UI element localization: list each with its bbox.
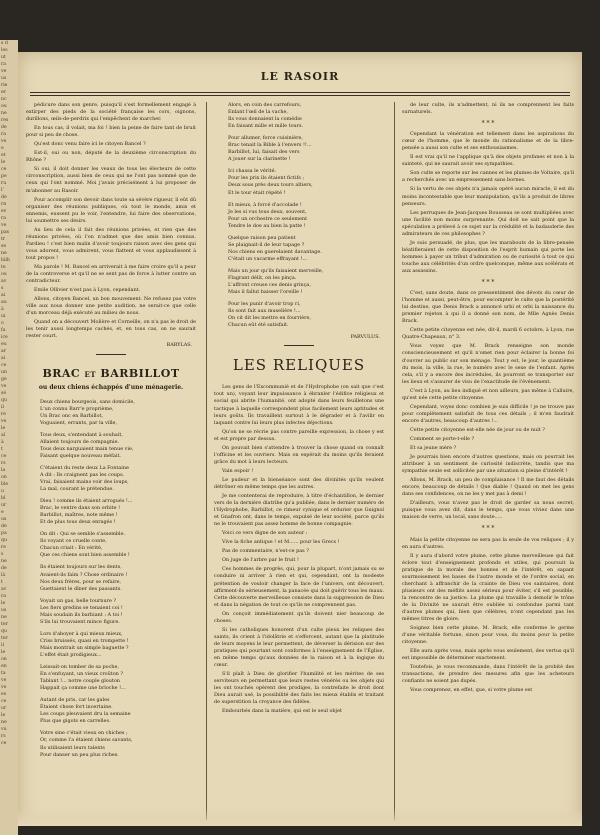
edge-fragment: vu [1,727,7,732]
edge-fragment: à [1,440,4,445]
edge-fragment: il [1,405,4,410]
verse-line: C'était un vacarme effrayant !... [228,255,308,262]
verse-line: Pour un orchestre ce seulement [228,215,308,222]
verse-line: Tous deux narguaient main tenue vie, [40,445,134,452]
column-1 [26,102,196,822]
edge-fragment: pa [1,531,7,536]
edge-fragment: ce [1,167,7,172]
verse-line: Et le tour était répété ! [228,189,286,196]
paragraph: Je pourrais bien encore d'autres questions, mais on pourrait les attribuer à un sentiment de curiosité indiscrète, tandis que ma sympathie seule est sollicitée par une situation si pleine d'intérêt ! [402,454,574,475]
verse-line: Deux sous près deux tours altiers, [228,182,313,189]
article-continuation [402,102,574,116]
verse-line: Allaient toujours de compagnie. [40,438,120,445]
verse-line: A dit : Ils craignent pas les coups. [40,471,125,478]
verse-line: Dieu ! comme ils étaient arrogués !... [40,498,133,505]
edge-fragment: sé [1,391,7,396]
edge-fragment: rn [1,202,7,207]
edge-fragment: ter [1,622,8,627]
verse-line: Brac tenait la Bible à l'envers !!... [228,142,312,149]
paragraph: Ma parole ! M. Bancel en arriverait à me faire croire qu'il a peur de la controverse et qu'il ne se sent pas de force à lutter contre un contradicteur. [26,263,196,285]
edge-fragment: les [1,48,8,53]
paragraph: Cependant, voyez donc combien je suis difficile ! je ne trouve pas pour complètement satisfait de tous ces détails ; il m'en faudrait encore d'autres, beaucoup d'autres !... [402,403,574,424]
header-rule [30,92,570,93]
stanza [214,102,384,130]
edge-fragment: ve [1,139,7,144]
verse-line: Pour danser un peu plus riches. [40,751,119,758]
paragraph: de leur culte, ils n'admettent, ni ils ne comprennent les faits surnaturels. [402,102,574,116]
edge-fragment: le [1,601,6,606]
stanza [26,498,196,526]
edge-fragment: là [1,573,6,578]
edge-fragment: res [1,118,9,123]
edge-fragment: et [1,153,6,158]
verse-line: Faisant quelque nouveau méfait. [40,452,121,459]
edge-fragment: à [1,307,4,312]
edge-fragment: re [1,545,6,550]
paragraph: D'ailleurs, vous n'avez pas le droit de garder sa nous secret, puisque vous avez dit, dans le temps, que vous viviez dans une maison de verre, un local, sans doute..... [402,500,574,521]
edge-fragment: le [1,650,6,655]
edge-fragment: qu [1,398,7,403]
paragraph: Vive la fiche antique ! et M...... pour les Grecs ! [222,539,340,546]
paragraph: C'est, sans doute, dans ce pressentiment des dévots du cœur de l'homme et aussi, peut-être, pour escompter le culte que la postérité lui destine, que Denis Brack a annoncé urbi et orbi la naissance du premier rejeton à qui il a donné son nom, de Mlle Agnès Denis Brack. [402,290,574,325]
edge-fragment: ui [1,314,6,319]
paragraph: Si oui, il doit donner les veaux de tous les électeurs de cette circonscription, aussi bien de ceux qui ne l'ont pas nommé que de ceux qui l'ont nommé. Moi j'avais précisément à lui proposer de m'abonner au Rasoir. [26,166,196,194]
paragraph: Qu'on ne se récrie pas contre pareille expression, la chose y est et est propre par dessus. [214,428,384,442]
verse-line: Nos chiens en guerelaient davantage. [228,248,322,255]
paragraph: Les gens de l'Excommunié et de l'Hydrophobe (on sait que c'est tout un), voyant leur impuissance à ébranler l'édifice religieux et social qui abrite l'humanité, ont adopté dans leurs feuilletons une tactique à laquelle correspondent plus facilement leurs aptitudes et leurs goûts. Ils travaillent surtout à le dégrader et à l'avilir en laquant contre lui leurs plus infectes déjections. [214,384,384,426]
masthead-title: LE RASOIR [260,70,340,83]
verse-line: Ils utilisaient leurs talents [40,744,105,751]
paragraph: Quand on a découvert Molière et Corneille, on n'a pas le droit de les tenir aussi longtemps cachés, et, en tous cas, on ne saurait rester court. [26,319,196,340]
verse-line: Voyait un gas, belle tournure ? [40,597,117,604]
edge-fragment: ut [1,55,6,60]
edge-fragment: rie [1,83,8,88]
poem-title-barbillot: BARBILLOT [100,366,180,380]
poem-stanzas-continued [214,102,384,329]
paragraph: Pour accomplir son devoir dans toute sa sévère rigueur, il eût dû organiser des réunions publiques, où tout le monde, amis et ennemis, eussent pu le voir, l'entendre, lui faire des observations, lui soumettre ses désirs. [26,196,196,224]
edge-fragment: u [1,489,4,494]
edge-fragment: ce [1,363,7,368]
verse-line: Flagrant délit, on les pinça. [228,274,297,281]
stanza [214,168,384,196]
edge-fragment: ne [1,720,7,725]
edge-fragment: pas [1,230,10,235]
edge-fragment: us [1,517,7,522]
verse-line: Criss bruissés, quasi en trompette ! [40,637,129,644]
edge-fragment: il [1,643,4,648]
paragraph: En tous cas, il volait, ma foi ! bien la peine de faire tant de bruit pour si peu de chose. [26,125,196,139]
edge-fragment: ce [1,741,7,746]
verse-line: Chacun criait : En vérité, [40,545,103,552]
verse-line: Et de plus tous deux enragés ! [40,519,116,526]
verse-line: Leissait-on tomber de sa poche, [40,664,119,671]
verse-line: Voguaient, errants, par la ville, [40,419,118,426]
edge-fragment: s ri [1,41,9,46]
edge-fragment: ai [1,293,6,298]
paragraph: Qu'est donc venu faire ici le citoyen Bancel ? [34,141,146,148]
verse-line: En s'enfuyant, un vieux croûton ? [40,671,123,678]
signature-parvulus: PARVULUS. [350,334,380,341]
edge-fragment: ter [1,636,8,641]
article-section [402,537,574,695]
verse-line: Les fiers gredins se tenaient coi ! [40,604,123,611]
stanza [214,202,384,230]
edge-fragment: ice [1,335,8,340]
column-3 [402,102,574,822]
edge-fragment: bilh [1,258,10,263]
edge-fragment: e [1,510,4,515]
paragraph: Mais la petite citoyenne ne sera pas la seule de vos reliques ; il y en aura d'autres. [402,536,574,550]
article-section [402,290,574,521]
poem-stanzas [26,399,196,759]
paragraph: Le pudeur et la bienséance sont des divinités qu'ils veulent détrôner en même temps que les autres. [214,476,384,490]
edge-fragment: al [1,433,6,438]
edge-fragment: ur [1,503,7,508]
paragraph: On conçoit immédiatement qu'ils doivent nier beaucoup de choses. [214,610,384,624]
verse-line: Ici chassa le vérité. [228,168,277,175]
verse-line: On cit dit les mettre en fourrière, [228,315,311,322]
edge-fragment: nc [1,97,7,102]
verse-line: Avaient-ils faim ? Chose ordinaire ! [40,571,128,578]
edge-fragment: ra [1,62,6,67]
edge-fragment: ur [1,706,7,711]
edge-fragment: ce [1,699,7,704]
paragraph: Cette petite citoyenne est née, dit-il, mardi 6 octobre, à Lyon, rue Quatre-Chapeaux, n° 3. [402,327,574,341]
edge-fragment: de [1,195,7,200]
paragraph: Est-il, oui ou non, député de la deuxième circonscription du Rhône ? [26,150,196,164]
verse-line: Ils vous donnaient la comédie [228,116,302,123]
edge-fragment: ev [1,209,7,214]
verse-line: Alors, en coin des carrefours, [228,102,302,108]
verse-line: Ils sont fait aux muselière !... [228,308,301,315]
edge-fragment: us [1,76,7,81]
paragraph: Allons, citoyen Bancel, un bon mouvement. Ne refusez pas votre ville aux nous donner une petite audition, ne serait-ce que celle d'un morceau déjà exécuté au milieu de nous. [26,296,196,317]
paragraph: Emile Ollivier n'est pas à Lyon, cependant. [34,287,141,294]
paragraph: Cette petite citoyenne est-elle née de jour ou de nuit ? [410,426,545,433]
edge-fragment: ge [1,377,7,382]
verse-line: C'étaient du reste deux La Fontaine [40,464,129,471]
paragraph: Si les catholiques honorent d'un culte pieux les reliques des saints, ils crient à l'idolâtrie et s'efforcent, autant que la platitude de leurs moyens le leur permettent, de déverser la dérision sur des pratiques qui pourtant sont conformes à l'enseignement de l'Église, en même temps qu'aux données de la raison et à la logique du cœur. [214,626,384,669]
edge-fragment: l' [1,188,4,193]
edge-fragment: ra [1,594,6,599]
edge-fragment: le [1,426,6,431]
edge-fragment: eu [1,342,7,347]
edge-fragment: o [1,321,4,326]
verse-line: Mais un jour qu'ils faisaient merveille, [228,267,324,274]
edge-fragment: ble [1,482,9,487]
poem-subtitle: ou deux chiens échappés d'une ménagerie. [38,383,184,391]
verse-line: Barbillot, lui, faisait des vers [228,149,300,156]
edge-fragment: on [1,475,7,480]
verse-line: L'effet était prodigieux... [40,652,102,658]
verse-line: Mais il fallut baisser l'oreille ! [228,289,303,296]
adjacent-page-edge [0,40,18,835]
verse-line: Votre sine c'était vieux en chiches ; [40,730,128,737]
paragraph: On pouvait bien s'attendre à trouver la chose quand on connaît l'officine et les ouvriers. Mais on espérait du moins qu'ils feraient grâce du mot à leurs lecteurs. [214,444,384,465]
paragraph: Comment se porte-t-elle ? [410,435,475,442]
verse-line: Nos deux frères, pour se refaire, [40,578,122,585]
article-les-reliques [214,384,384,715]
edge-fragment: on [1,657,7,662]
edge-fragment: te [1,265,6,270]
edge-fragment: us [1,608,7,613]
stanza [26,432,196,460]
paragraph: Voici ce vers digne de son auteur : [222,530,308,537]
paragraph: Embourbés dans la matière, qui est le seul objet [222,708,342,715]
edge-fragment: de [1,566,7,571]
paragraph: Son culte se reporte sur les cannes et les plumes de Voltaire, qu'il a recherchés avec un empressement sans bornes. [402,170,574,184]
stanza [26,564,196,592]
edge-fragment: t [1,447,3,452]
poem-title-et: ET [84,369,97,379]
edge-fragment: ne [1,111,7,116]
edge-fragment: fa [1,328,6,333]
verse-line: Se plaignait-il de leur tapage ? [228,241,305,248]
verse-line: A jouer sur la clarinette ! [228,156,291,163]
paragraph: Au lieu de cela il fait des réunions privées, et rien que des réunions privées, où l'on n'admet que des amis bien connus. Pardieu ! c'est bien malin d'avoir toujours raison avec des gens qui vous adorent, vous admirent, vous flattent et vous applaudissent à tout propos ! [26,226,196,261]
paragraph: Ces hommes de progrès, qui, pour la plupart, n'ont jamais su se conduire ni arriver à rien et qui, cependant, ont la modeste prétention de vouloir changer la face de l'univers, ont découvert, affirment-ils sérieusement, la panacée qui doit guérir tous les maux. Cette découverte merveilleuse consiste dans la suppression de Dieu et dans la négation de tout ce qu'ils ne comprennent pas. [214,566,384,608]
verse-line: L'affront creuse ces denis grinça, [228,282,311,289]
verse-line: Pour les prix ils étaient fictifs ; [228,175,305,182]
edge-fragment: rs [1,461,6,466]
verse-line: Que ces chiens sont bien assemble ! [40,552,130,559]
signature-barylas: BARYLAS. [166,342,192,349]
stanza [26,598,196,626]
edge-fragment: un [1,370,7,375]
edge-fragment: se [1,244,7,249]
edge-fragment: av [1,279,7,284]
verse-line: On dit : Qui se semble s'assemble. [40,531,126,538]
newspaper-page [18,52,582,826]
edge-fragment: de [1,524,7,529]
edge-fragment: pe [1,174,7,179]
paragraph: Vous comprenez, en effet, que, si votre plume est [410,687,533,694]
separator [96,354,126,355]
edge-fragment: ar [1,349,6,354]
edge-fragment: rs [1,734,6,739]
header-rule-double [30,95,570,96]
verse-line: Ils voyant ce cruelle conte, [40,538,107,545]
paragraph: On juge de l'arbre par le fruit ! [222,557,299,564]
paragraph: Je me contenterai de reproduire, à titre d'échantillon, le dernier vers de la dernière diatribe qu'a publiée, dans le dernier numéro de l'Hydrophobe, Barbillot, ce rimeur cynique et ordurier que Guignol et Gnafron ont, dans le temps, expulsé de leur société, parce qu'ils ne le trouvaient pas assez homme de bonne compagnie. [214,493,384,528]
stanza [26,531,196,559]
edge-fragment: t [1,580,3,585]
stanza [214,268,384,296]
poem-title [26,367,196,382]
stanza [214,301,384,329]
edge-fragment: de [1,125,7,130]
edge-fragment: ru [1,181,7,186]
paragraph: Pas de commentaire, n'est-ce pas ? [222,548,309,555]
paragraph: Soignez bien cette plume, M. Brack, elle conferme le germe d'une véritable fortune, sinon pour vous, du moins pour la petite citoyenne. [402,625,574,646]
edge-fragment: la [1,468,6,473]
verse-line: Plus que gigots en carrelles. [40,718,111,725]
article-title-les-reliques: LES RELIQUES [232,356,366,375]
section-break-stars: * * * [481,279,495,287]
page-bottom-shade [18,808,582,826]
edge-fragment: qu [1,538,7,543]
verse-line: Autant de pris, car les gales [40,697,110,704]
paragraph: S'il plaît à Dieu de glorifier l'humilité et les mérites de ses serviteurs en permettant que leurs restes vénérés ou les objets qui les ont touchés opèrent des prodiges, la contrefaite le droit dont Dieu aurait usé, la possibilité des faits les mieux établis et traitant de superstition la croyance des fidèles. [214,671,384,706]
edge-fragment: ve [1,69,7,74]
edge-fragment: en [1,664,7,669]
paragraph: Toutefois, je vous recommande, dans l'intérêt de la probité des transactions, de prendre des mesures afin que les acheteurs confiants ne soient pas dupés. [402,664,574,685]
verse-line: Happait ça comme une brioche !... [40,685,126,692]
edge-fragment: ne [1,251,7,256]
stanza [214,235,384,263]
paragraph: pédicure dans son genre, puisqu'il s'est formellement engagé à extirper des pieds de la société française les cors, oignons, durillons, œils-de-perdrix qui l'empêchent de marcher. [26,102,196,123]
edge-fragment: re [1,412,6,417]
edge-fragment: s [1,286,4,291]
paragraph: Cependant la vénération est tellement dans les aspirations du cœur de l'homme, que le monde du rationalisme et de la libre-pensée a aussi son culte et ses enthousiasmes. [402,131,574,152]
paragraph: Et sa jeune mère ? [410,445,457,452]
stanza [26,664,196,692]
verse-line: Pour allumer, force cuisinière, [228,135,303,142]
verse-line: Un Brac onc en Barbillot, [40,412,104,419]
stanza [26,730,196,758]
edge-fragment: qu [1,629,7,634]
edge-fragment: av [1,587,7,592]
paragraph: C'est à Lyon, au lieu indiqué et non ailleurs, pas même à Calluire, qu'est née cette petite citoyenne. [402,387,574,401]
article-section [402,131,574,275]
paragraph: Si la vertu de ces objets n'a jamais opéré aucun miracle, il est du moins incontestable que leur manipulation, qu'ils a produit de libres penseurs. [402,186,574,207]
verse-line: Barbillot, maîtres, note même ! [40,512,118,519]
edge-fragment: ou [1,272,7,277]
paragraph: Les perruques de Jean-Jacques Rousseau se sont multipliées avec une facilité non moins surprenante. Qui doit ne sait point que la spéculation a prélevé à ce sujet sur la crédulité et la badauderie des admirateurs de ces philosophes ? [402,209,574,237]
stanza [26,399,196,427]
verse-line: Vrai, faisaient mains voir des loups, [40,479,129,486]
verse-line: L'un connu Barr'e proprième, [40,405,114,412]
section-break-stars: * * * [481,525,495,533]
verse-line: En faisant mille et mille tours. [228,123,304,130]
edge-fragment: ai [1,356,6,361]
verse-line: Lors d'aboyer à qui mieux mieux, [40,630,123,637]
paragraph: Vain espoir ! [222,467,254,474]
article-continuation [26,102,196,340]
verse-line: Deux chiens bourgeois, sans domicile, [40,398,135,405]
edge-fragment: ra [1,132,6,137]
edge-fragment: le [1,713,6,718]
edge-fragment: tr [1,237,6,242]
edge-fragment: bl [1,496,6,501]
edge-fragment: er [1,90,6,95]
verse-line: Étaient chose fort incertaine. [40,704,113,711]
verse-line: Brac, le ventre dans son orbite ! [40,505,121,512]
paragraph: Il y aura d'abord votre plume, cette plume merveilleuse qui fait éclore tout d'enseignement profonds et utiles, qui poursuit la pratique de la morale des bonnes et de l'intérêt, en sapant sourmoisement les bases de l'autre monde et de l'ordre social, en cherchant à affranchir de la crainte de Dieu vos saintaires, dont plusieurs ont des méfiits assez sérieux pour éviter, s'il est possible, la rencontre de sa justice. La plume qui travaille à demolir le trône de la Divinité ne saurait être oubliée ni confondue parmi tant d'autres plumes qui, bien que célèbres, n'ont cependant pas les mêmes titres de gloire. [402,552,574,623]
verse-line: Guettaient le dîner des passants. [40,585,122,592]
verse-line: Enlant l'œil de la vache, [228,109,288,116]
poem-title-brac: BRAC [42,366,81,380]
edge-fragment: ve [1,223,7,228]
verse-line: Quelque raison peu patient [228,234,296,241]
edge-fragment: ne [1,615,7,620]
edge-fragment: le [1,160,6,165]
verse-line: Mais montrait un simple baguette ? [40,644,129,651]
edge-fragment: ou [1,104,7,109]
paragraph: Allons, M. Brack, un peu de complaisance ! Il me faut des détails encore, beaucoup de détails ! Que diable ! Quand on met les gens dans ses confidences, on ne les y met pas à demi ! [402,477,574,498]
column-divider [394,102,395,820]
edge-fragment: es [1,692,7,697]
verse-line: La mal, courant le prétendue. [40,486,114,493]
edge-fragment: ta [1,671,6,676]
edge-fragment: ve [1,678,7,683]
verse-line: Pour les punir d'avoir trop ri, [228,301,301,308]
edge-fragment: au [1,300,7,305]
paragraph: Il est vrai qu'il ne l'applique qu'à des objets profanes et non à la sainteté, qui ne saurait avoir ses sympathies. [402,154,574,168]
separator [284,345,314,346]
edge-fragment: e [1,146,4,151]
paragraph: Vous voyez que M. Brack renseigne son monde consciencieusement et qu'il n'omet rien pour éclairer la bonne foi d'ouvrer au public sur son ménage. Tout y est, le jour, le quantième du mois, la ville, la rue, le numéro avec le sexe de l'enfant. Après cela, s'il y a encore des incrédules, ils pourront se transporter sur les lieux et s'assurer de visu de l'exactitude de l'événement. [402,343,574,385]
stanza [26,631,196,659]
edge-fragment: s [1,552,4,557]
verse-line: Tendre le doe au bien la patte ! [228,222,306,229]
paragraph: Elle aura après vous, mais après vous seulement, des vertus qu'il est impossible de déterminer exactement. [402,648,574,662]
verse-line: Je les si vus tous deux, souvent, [228,208,307,215]
section-break-stars: * * * [481,120,495,128]
edge-fragment: ve [1,384,7,389]
stanza [26,465,196,493]
verse-line: S'ils lui trouvaient mince figure. [40,618,120,625]
edge-fragment: ve [1,419,7,424]
verse-line: Les coups pleuvaient dru la semaine [40,711,131,718]
verse-line: Et mieux, à forcé d'accolade ! [228,201,302,208]
stanza [26,697,196,725]
column-divider [206,102,207,820]
verse-line: Or, comme l'a étaient chiens savants, [40,737,133,744]
verse-line: Mais soudain ils barbiant : A toi ! [40,611,123,618]
verse-line: Tous deux, s'entendant à souhait, [40,431,123,438]
edge-fragment: ve [1,685,7,690]
verse-line: Chacun eût été satisfait. [228,322,289,329]
verse-line: Tablant !... notre couple glouton [40,678,120,685]
verse-line: Ils étaient toujours sur les dents, [40,564,122,571]
column-2 [214,102,384,822]
edge-fragment: ra [1,216,6,221]
stanza [214,135,384,163]
paragraph: Je suis persuadé, de plus, que les marabouts de la libre-pensée béatifieraient de cette disposition de l'esprit humain qui porte les hommes à payer un tribut d'admiration ou de curiosité à tout ce qui touche aux célébrités d'un ordre quelconque, même aux scélérats et aux assassins. [402,239,574,274]
edge-fragment: ne [1,559,7,564]
edge-fragment: ce [1,454,7,459]
